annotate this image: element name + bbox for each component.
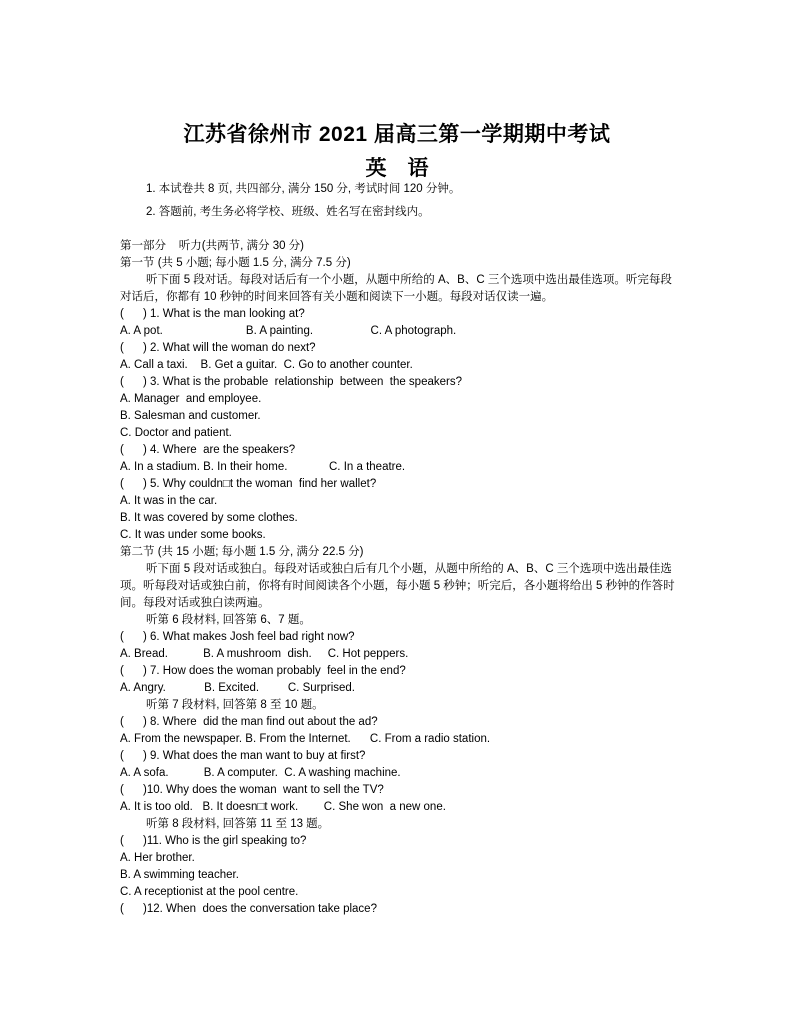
question-7: ( ) 7. How does the woman probably feel in the end? <box>120 665 406 677</box>
question-11: ( )11. Who is the girl speaking to? <box>120 835 307 847</box>
question-8-options: A. From the newspaper. B. From the Internet. C. From a radio station. <box>120 733 491 745</box>
section1-instructions: 听下面 5 段对话。每段对话后有一个小题，从题中所给的 A、B、C 三个选项中选出最佳选项。听完每段对话后，你都有 10 秒钟的时间来回答有关小题和阅读下一小题。每段对话仅读一遍。 <box>120 274 672 303</box>
question-1-options: A. A pot. B. A painting. C. A photograph. <box>120 325 457 337</box>
question-4-options: A. In a stadium. B. In their home. C. In a theatre. <box>120 461 406 473</box>
section1-heading: 第一节 (共 5 小题; 每小题 1.5 分, 满分 7.5 分) <box>120 257 351 269</box>
question-11-option-a: A. Her brother. <box>120 852 195 864</box>
question-10-options: A. It is too old. B. It doesn□t work. C. She won a new one. <box>120 801 446 813</box>
exam-body <box>120 238 680 918</box>
part1-heading: 第一部分 听力(共两节, 满分 30 分) <box>120 240 305 252</box>
question-11-option-b: B. A swimming teacher. <box>120 869 239 881</box>
question-12: ( )12. When does the conversation take place? <box>120 903 377 915</box>
question-5-option-b: B. It was covered by some clothes. <box>120 512 298 524</box>
section2-instructions: 听下面 5 段对话或独白。每段对话或独白后有几个小题，从题中所给的 A、B、C 三个选项中选出最佳选项。听每段对话或独白前，你将有时间阅读各个小题，每小题 5 秒钟；听完后，各小题将给出 5 秒钟的作答时间。每段对话或独白读两遍。 <box>120 563 675 609</box>
section2-heading: 第二节 (共 15 小题; 每小题 1.5 分, 满分 22.5 分) <box>120 546 364 558</box>
question-3-option-b: B. Salesman and customer. <box>120 410 261 422</box>
material-8-intro: 听第 8 段材料, 回答第 11 至 13 题。 <box>146 818 330 830</box>
question-3-option-c: C. Doctor and patient. <box>120 427 232 439</box>
question-5-option-a: A. It was in the car. <box>120 495 218 507</box>
question-7-options: A. Angry. B. Excited. C. Surprised. <box>120 682 355 694</box>
question-6: ( ) 6. What makes Josh feel bad right now? <box>120 631 355 643</box>
question-6-options: A. Bread. B. A mushroom dish. C. Hot peppers. <box>120 648 409 660</box>
subject-title: 英 语 <box>365 157 429 180</box>
question-4: ( ) 4. Where are the speakers? <box>120 444 296 456</box>
question-9: ( ) 9. What does the man want to buy at first? <box>120 750 366 762</box>
note-1: 1. 本试卷共 8 页, 共四部分, 满分 150 分, 考试时间 120 分钟。 <box>146 183 461 195</box>
question-8: ( ) 8. Where did the man find out about the ad? <box>120 716 378 728</box>
question-5: ( ) 5. Why couldn□t the woman find her wallet? <box>120 478 377 490</box>
question-3: ( ) 3. What is the probable relationship between the speakers? <box>120 376 462 388</box>
question-10: ( )10. Why does the woman want to sell the TV? <box>120 784 384 796</box>
exam-title: 江苏省徐州市 2021 届高三第一学期期中考试 <box>183 123 611 146</box>
material-7-intro: 听第 7 段材料, 回答第 8 至 10 题。 <box>146 699 324 711</box>
material-6-intro: 听第 6 段材料, 回答第 6、7 题。 <box>146 614 311 626</box>
question-11-option-c: C. A receptionist at the pool centre. <box>120 886 299 898</box>
question-2-options: A. Call a taxi. B. Get a guitar. C. Go to another counter. <box>120 359 413 371</box>
question-2: ( ) 2. What will the woman do next? <box>120 342 316 354</box>
note-2: 2. 答题前, 考生务必将学校、班级、姓名写在密封线内。 <box>146 206 430 218</box>
question-3-option-a: A. Manager and employee. <box>120 393 262 405</box>
question-9-options: A. A sofa. B. A computer. C. A washing machine. <box>120 767 401 779</box>
question-1: ( ) 1. What is the man looking at? <box>120 308 305 320</box>
question-5-option-c: C. It was under some books. <box>120 529 266 541</box>
